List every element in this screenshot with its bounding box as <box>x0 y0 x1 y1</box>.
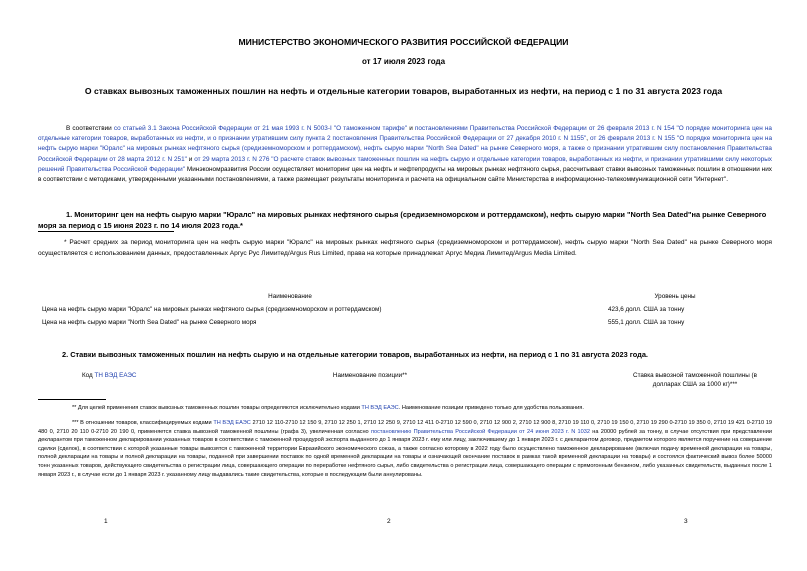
footnote-3-text-2: 2710 12 110-2710 12 150 9, 2710 12 250 1, 2710 12 250 9, 2710 12 411 0-2710 12 590 0, 2710 12 900 2, 2710 12 900 8, 2710 19 110 0, 2710 19 150 0, 2710 19 290 0-2710 19 350 0, 2710 19 421 0-2710 19 480 0, 2710 20 110 0-2710 20 190 0, применяется ставка вывозной таможенной пошлины (графа 3), увеличенная согласно <box>38 420 772 435</box>
footnote-2-text-2: . Наименование позиции приведено только для удобства пользования. <box>398 405 584 411</box>
document-title: О ставках вывозных таможенных пошлин на нефть и отдельные категории товаров, выработанных из нефти, на период с 1 по 31 августа 2023 года <box>84 86 723 96</box>
decree-154-link[interactable]: постановлениями Правительства Российской Федерации от 26 февраля 2013 г. N 154 "О порядке мониторинга цен на отдельные категории товаров, выработанных из нефти, и о признании утратившим силу пункта 2 постановления Правительства Российской Федерации от 27 декабря 2010 г. N 1155" <box>38 125 772 143</box>
table-row-brent-price: 555,1 долл. США за тонну <box>608 319 685 326</box>
preamble-text-2: и <box>407 125 415 132</box>
footnote-3-text-1: *** В отношении товаров, классифицируемых кодами <box>72 420 214 426</box>
footnote-rule-1 <box>38 231 174 232</box>
decree-155-link[interactable]: от 26 февраля 2013 г. N 155 "О порядке мониторинга цен на нефть сырую марки "Юралс" на мировых рынках нефтяного сырья (средиземноморском и роттердамском), нефть сырую марки "North Sea Dated" на рынке Северного моря, а также о признании утратившим силу постановления Правительства Российской Федерации от 28 марта 2012 г. N 251" <box>38 135 772 163</box>
footnote-2-text-1: ** Для целей применения ставок вывозных таможенных пошлин товары определяются исключительно кодами <box>72 405 362 411</box>
ministry-name: МИНИСТЕРСТВО ЭКОНОМИЧЕСКОГО РАЗВИТИЯ РОССИЙСКОЙ ФЕДЕРАЦИИ <box>238 37 569 47</box>
table-row-urals-name: Цена на нефть сырую марки "Юралс" на мировых рынках нефтяного сырья (средиземноморском и роттердамском) <box>42 306 382 313</box>
footnote-3-text-3: на 20000 рублей за тонну, в случае отсутствия при представлении декларантом при таможенном декларировании указанных товаров в соответствии с таможенной процедурой экспорта выданного до 1 января 2023 г. ему или лицу, заключившему до 1 января 2023 г. с декларантом договор, предметом которого является поручение на совершение сделки (сделок), в соответствии с которой указанные товары вывозятся с таможенной территории Евразийского экономического союза, а также согласно которому в 2022 году было осуществлено таможенное декларирование (включая подачу временной декларации на товары, полной декларации на товары и полной декларации на товары, поданной при завершении поставок по одной временной декларации на товары и означающей окончание поставок в рамках такой временной декларации на товары) и состоялся фактический вывоз более 50000 тонн указанных товаров, действующего свидетельства о регистрации лица, совершающего операции по переработке нефтяного сырья, либо свидетельства о регистрации лица, совершающего операции с прямогонным бензином, либо указанных свидетельств, выданных после 1 января 2023 г., в случае если до 1 января 2023 г. указанному лицу выдавались такие свидетельства, которые в последующем были аннулированы. <box>38 428 773 478</box>
document-date: от 17 июля 2023 года <box>361 57 446 66</box>
preamble-text-5: Минэкономразвития России осуществляет мониторинг цен на нефть и нефтепродукты на мировых рынках нефтяного сырья, рассчитывает ставки вывозных таможенных пошлин в отношении них в соответствии с методиками, утвержденными указанными постановлениями, а также размещает результаты мониторинга и расчета на официальном сайте Министерства в информационно-телекоммуникационной сети "Интернет". <box>38 165 772 184</box>
preamble-text-3: , <box>586 135 591 143</box>
tnved-link[interactable]: ТН ВЭД ЕАЭС <box>94 372 137 379</box>
section-2-heading: 2. Ставки вывозных таможенных пошлин на нефть сырую и на отдельные категории товаров, выработанных из нефти, на период с 1 по 31 августа 2023 года. <box>62 350 648 359</box>
section-1-heading: 1. Мониторинг цен на нефть сырую марки "Юралс" на мировых рынках нефтяного сырья (средиземноморском и роттердамском), нефть сырую марки "North Sea Dated"на рынке Северного моря за период с 15 июня 2023 г. по 14 июля 2023 года.* <box>38 210 767 230</box>
column-name-header: Наименование позиции** <box>332 372 408 379</box>
column-code-header <box>82 372 202 379</box>
footnote-3-tnved-link[interactable]: ТН ВЭД ЕАЭС <box>213 420 251 426</box>
column-number-1: 1 <box>104 518 108 525</box>
footnote-2-tnved-link[interactable]: ТН ВЭД ЕАЭС <box>361 405 399 411</box>
footnote-2 <box>72 405 762 411</box>
column-number-3: 3 <box>684 518 688 525</box>
table-row-urals-price: 423,6 долл. США за тонну <box>608 306 685 313</box>
preamble-paragraph <box>38 124 772 185</box>
footnote-rule-2 <box>38 399 106 400</box>
decree-1032-link[interactable]: постановлению Правительства Российской Федерации от 24 июня 2023 г. N 1032 <box>370 428 590 435</box>
table-header-price: Уровень цены <box>654 293 696 300</box>
preamble-text-4: и <box>186 155 195 163</box>
law-link[interactable]: со статьей 3.1 Закона Российской Федерации от 21 мая 1993 г. N 5003-I "О таможенном тарифе" <box>113 125 408 132</box>
footnote-1: * Расчет средних за период мониторинга цен на нефть сырую марки "Юралс" на мировых рынках нефтяного сырья (средиземноморском и роттердамском), нефть сырую марки "North Sea Dated" на рынке Северного моря осуществляется с использованием данных, предоставленных Аргус Рус Лимитед/Argus Rus Limited, права на которые принадлежат Аргус Медиа Лимитед/Argus Media Limited. <box>38 239 772 257</box>
table-row-brent-name: Цена на нефть сырую марки "North Sea Dated" на рынке Северного моря <box>42 319 257 326</box>
column-number-2: 2 <box>387 518 391 525</box>
preamble-text-1: В соответствии <box>66 125 114 132</box>
column-code-prefix: Код <box>82 372 95 379</box>
footnote-3 <box>38 419 772 479</box>
table-header-name: Наименование <box>268 293 312 300</box>
column-rate-header: Ставка вывозной таможенной пошлины (в долларах США за 1000 кг)*** <box>633 372 757 388</box>
decree-276-link[interactable]: от 29 марта 2013 г. N 276 "О расчете ставок вывозных таможенных пошлин на нефть сырую и отдельные категории товаров, выработанных из нефти, и признании утратившими силу некоторых решений Правительства Российской Федерации" <box>38 155 773 173</box>
